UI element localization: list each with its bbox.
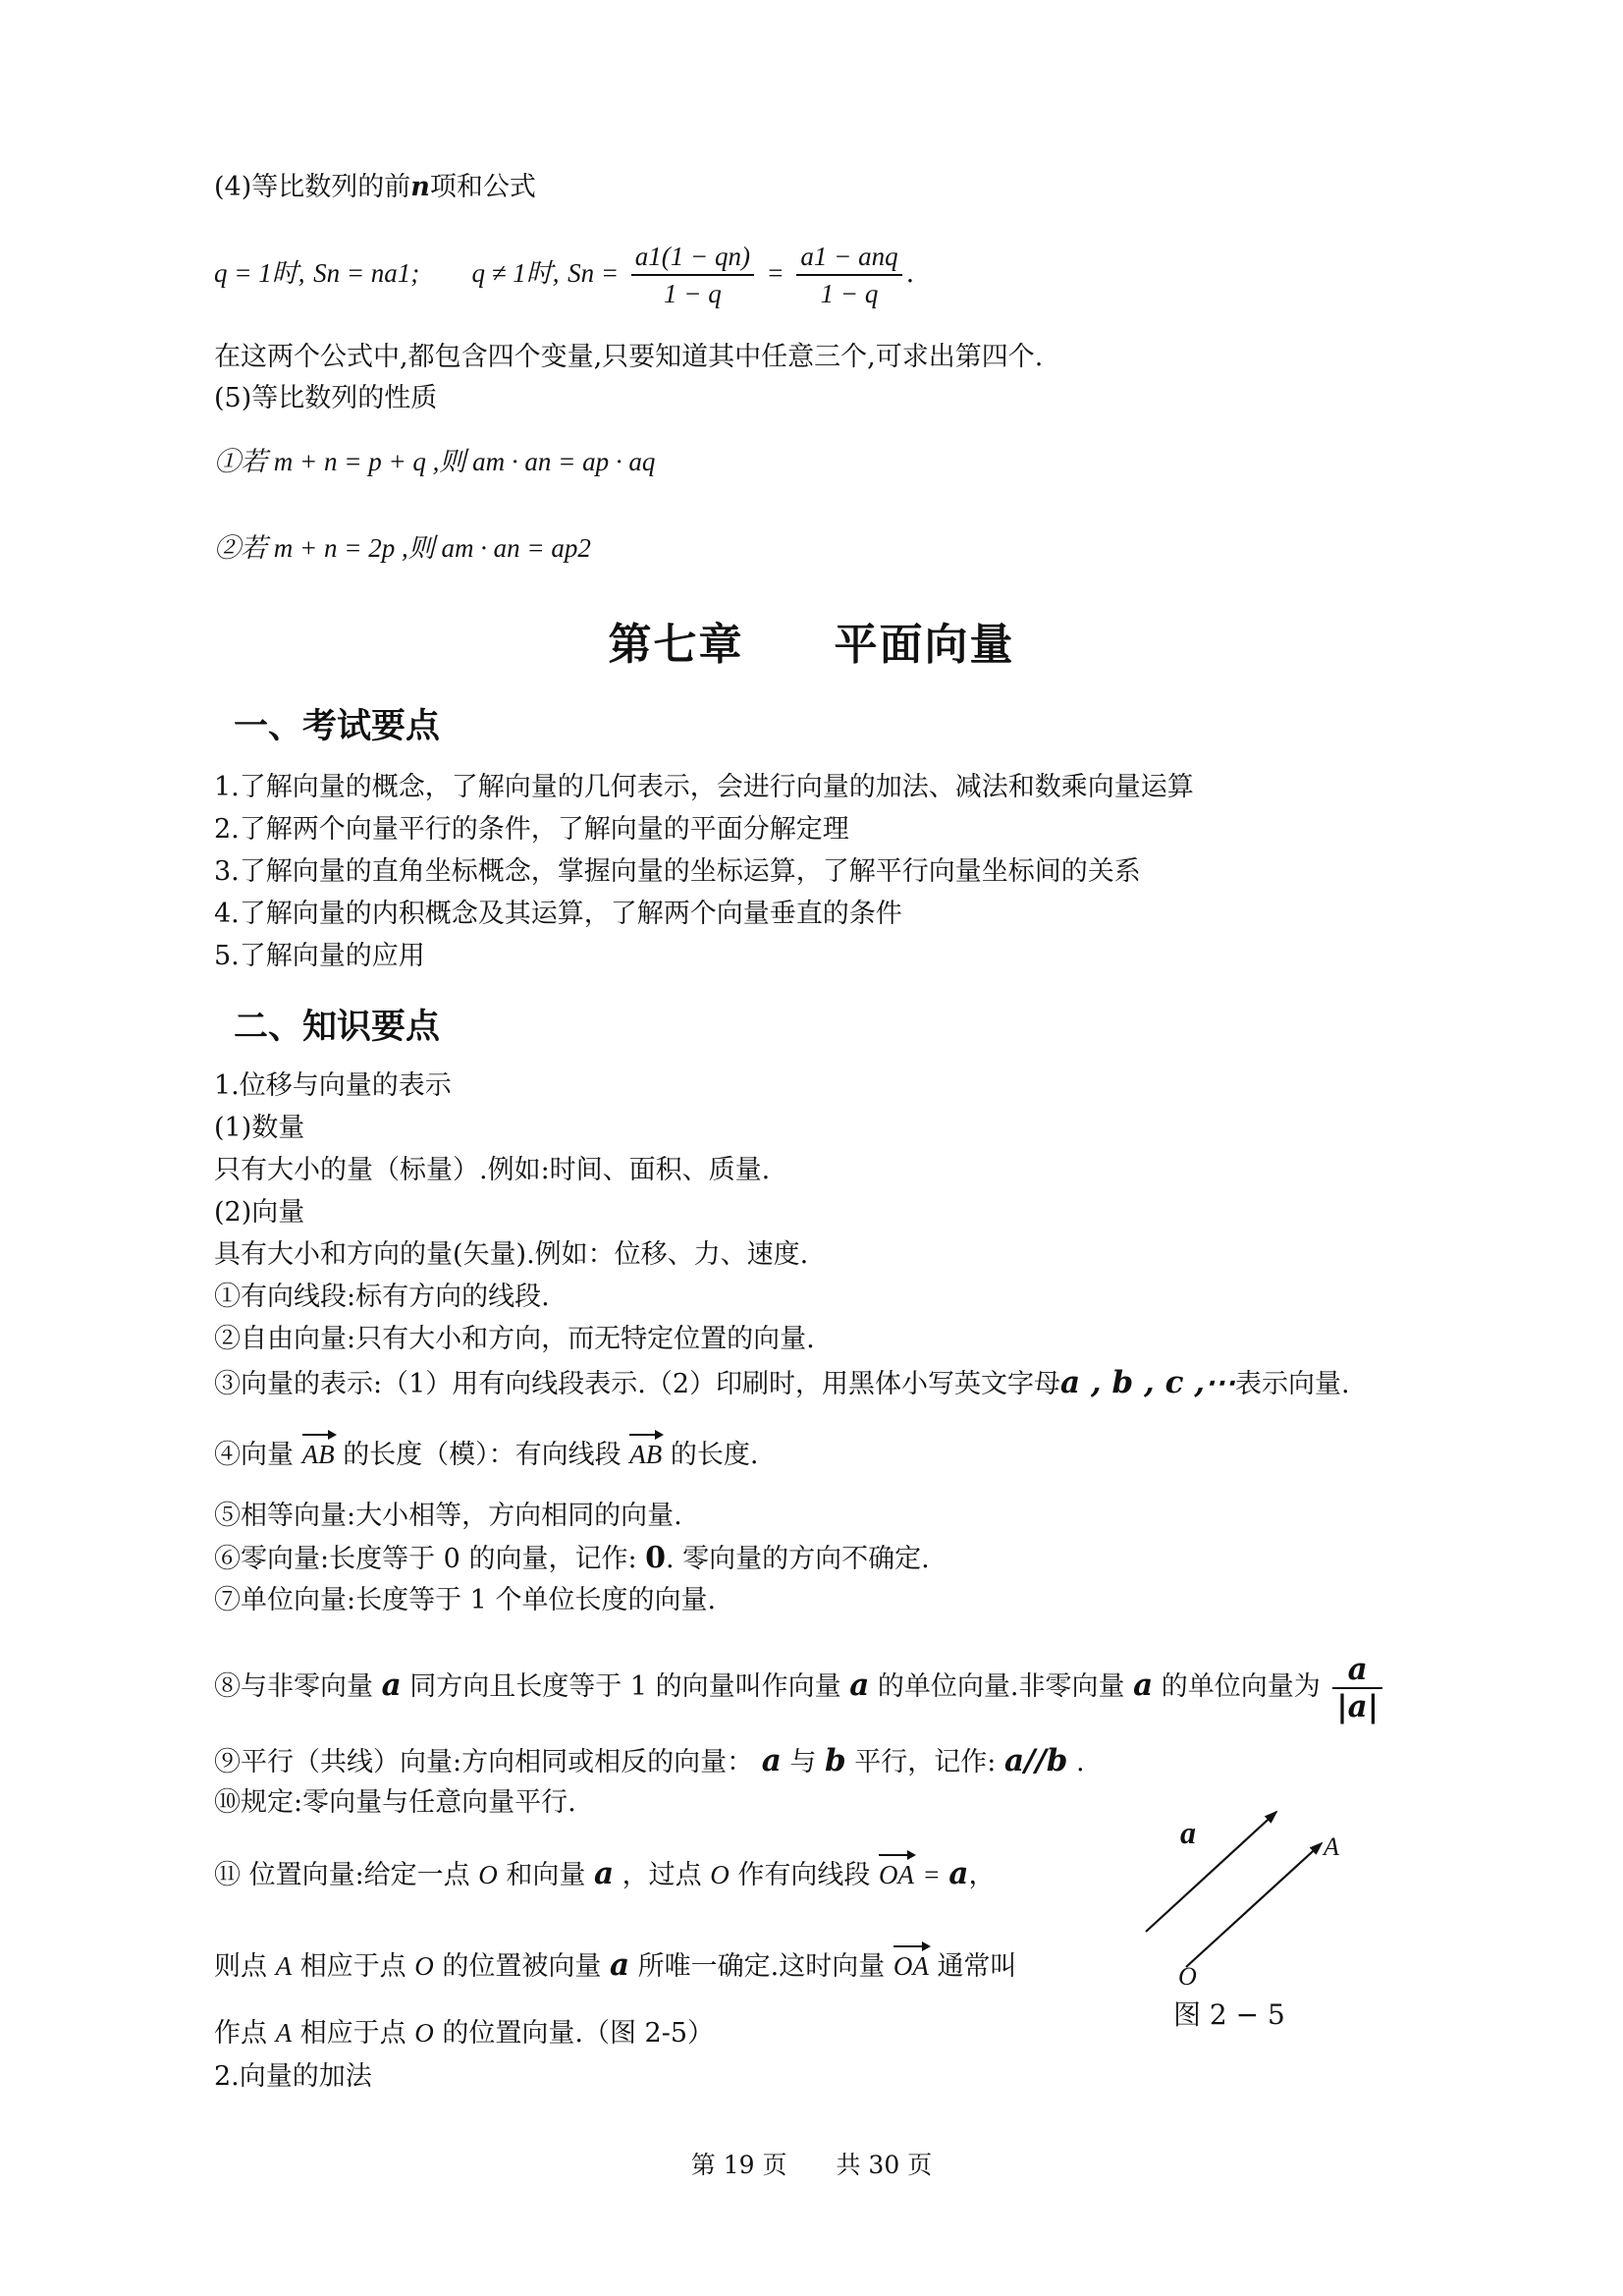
knowledge-heading: 二、知识要点 — [234, 1008, 441, 1047]
fraction-1 — [631, 239, 754, 311]
knowledge-line-11 — [214, 1541, 930, 1577]
knowledge-line-6: ①有向线段:标有方向的线段. — [214, 1282, 550, 1312]
case1-formula: Sn = na1; — [313, 258, 420, 288]
determined-text-4: 所唯一确定.这时向量 — [637, 1951, 886, 1982]
point-A-2: A — [275, 2018, 293, 2048]
vector-AB-2: AB — [629, 1437, 662, 1472]
fraction-2 — [796, 239, 901, 311]
parallel-text: ⑨平行（共线）向量:方向相同或相反的向量： — [214, 1747, 754, 1777]
sum-heading — [214, 170, 536, 205]
knowledge-line-19: 2.向量的加法 — [214, 2061, 372, 2092]
point-O: O — [478, 1860, 498, 1889]
figure-caption: 图 2 − 5 — [1173, 1998, 1285, 2031]
position-def-text-3: 的位置向量.（图 2-5） — [442, 2018, 715, 2049]
vector-a-position: a — [593, 1856, 615, 1891]
knowledge-line-14: ⑨平行（共线）向量:方向相同或相反的向量： a 与 b 平行，记作: a//b . — [214, 1743, 1085, 1778]
point-A: A — [275, 1951, 293, 1981]
sum-heading-tail: 项和公式 — [429, 172, 536, 202]
zero-vector-symbol: 0 — [645, 1541, 667, 1575]
determined-text-2: 相应于点 — [299, 1951, 406, 1982]
sum-formula-line: q = 1时, Sn = na1; q ≠ 1时, Sn = $\frac{a1(1 - qn)}{1 - q}$ = $\frac{\text{a1 − anq}}{1 - q}$ . — [214, 234, 914, 313]
unit-vector-text: ⑧与非零向量 — [214, 1671, 373, 1702]
case2-lhs: Sn = — [568, 258, 620, 288]
equals-sign: = — [922, 1860, 941, 1889]
fraction-2-denominator: 1 − q — [820, 278, 879, 308]
props-heading: (5)等比数列的性质 — [214, 383, 438, 413]
knowledge-line-17 — [214, 1947, 1016, 1985]
vector-a-3: a — [1133, 1667, 1154, 1703]
knowledge-line-7: ②自由向量:只有大小和方向，而无特定位置的向量. — [214, 1324, 815, 1354]
property-1: ①若 m + n = p + q ,则 am · an = ap · aq — [214, 447, 656, 476]
vector-OA: OA — [879, 1857, 914, 1892]
position-vector-text-3: ，过点 — [622, 1860, 702, 1890]
unit-vector-text-2: 同方向且长度等于 1 的向量叫作向量 — [409, 1671, 841, 1702]
fraction-1-denominator: 1 − q — [663, 278, 722, 308]
knowledge-line-9 — [214, 1437, 758, 1473]
vector-b-parallel: b — [824, 1743, 846, 1778]
exam-point-1: 1.了解向量的概念，了解向量的几何表示，会进行向量的加法、减法和数乘向量运算 — [214, 772, 1194, 802]
zero-vector-tail: . 零向量的方向不确定. — [666, 1544, 930, 1574]
exam-point-3: 3.了解向量的直角坐标概念，掌握向量的坐标运算，了解平行向量坐标间的关系 — [214, 856, 1141, 887]
determined-text-5: 通常叫 — [937, 1951, 1017, 1982]
position-def-text-2: 相应于点 — [299, 2018, 406, 2049]
unit-vector-fraction — [1332, 1652, 1382, 1724]
property-2: ②若 m + n = 2p ,则 am · an = ap2 — [214, 533, 591, 563]
vector-a-parallel: a — [761, 1743, 782, 1778]
exam-point-4: 4.了解向量的内积概念及其运算，了解两个向量垂直的条件 — [214, 899, 902, 929]
position-vector-text: ⑪ 位置向量:给定一点 — [214, 1860, 470, 1890]
position-vector-text-4: 作有向线段 — [737, 1860, 871, 1890]
knowledge-line-18 — [214, 2015, 714, 2051]
knowledge-line-15: ⑩规定:零向量与任意向量平行. — [214, 1787, 576, 1818]
figure-label-O: O — [1178, 1962, 1197, 1991]
exam-point-2: 2.了解两个向量平行的条件，了解向量的平面分解定理 — [214, 814, 849, 845]
determined-text: 则点 — [214, 1951, 267, 1982]
vector-a: a — [381, 1667, 402, 1703]
figure-label-A: A — [1324, 1832, 1339, 1861]
vector-a-determined: a — [609, 1947, 630, 1983]
point-O-3: O — [414, 1951, 434, 1981]
unit-vector-text-3: 的单位向量.非零向量 — [877, 1671, 1125, 1702]
unit-fraction-denominator: |a| — [1336, 1688, 1380, 1724]
knowledge-line-4: (2)向量 — [214, 1197, 305, 1228]
point-O-2: O — [710, 1860, 730, 1889]
vector-AB: AB — [302, 1437, 335, 1472]
knowledge-line-2: (1)数量 — [214, 1113, 305, 1143]
vector-a-2: a — [849, 1667, 870, 1703]
magnitude-text-2: 的长度（模）：有向线段 — [343, 1440, 622, 1470]
sum-heading-n: n — [410, 172, 430, 202]
chapter-title: 第七章 平面向量 — [608, 620, 1015, 670]
unit-fraction-numerator: a — [1332, 1652, 1382, 1689]
knowledge-line-1: 1.位移与向量的表示 — [214, 1070, 452, 1101]
fraction-2-numerator: a1 − anq — [796, 239, 901, 276]
knowledge-line-5: 具有大小和方向的量(矢量).例如：位移、力、速度. — [214, 1239, 809, 1270]
point-O-4: O — [414, 2018, 434, 2048]
exam-point-5: 5.了解向量的应用 — [214, 941, 425, 971]
unit-vector-text-4: 的单位向量为 — [1161, 1671, 1321, 1702]
page-footer: 第 19 页 共 30 页 — [690, 2151, 933, 2179]
position-vector-text-2: 和向量 — [506, 1860, 586, 1890]
exam-points-heading: 一、考试要点 — [234, 707, 441, 746]
case2-condition: q ≠ 1时, — [471, 258, 560, 288]
determined-text-3: 的位置被向量 — [442, 1951, 602, 1982]
knowledge-line-10: ⑤相等向量:大小相等，方向相同的向量. — [214, 1501, 682, 1531]
parallel-notation: 平行，记作: — [854, 1747, 997, 1777]
knowledge-line-3: 只有大小的量（标量）.例如:时间、面积、质量. — [214, 1155, 771, 1185]
notation-text: ③向量的表示:（1）用有向线段表示.（2）印刷时，用黑体小写英文字母 — [214, 1369, 1061, 1399]
free-vector-arrow — [1146, 1812, 1276, 1932]
parallel-symbol: a//b — [1003, 1743, 1068, 1778]
position-def-text: 作点 — [214, 2018, 267, 2049]
position-vector-arrow — [1186, 1843, 1322, 1967]
sum-note: 在这两个公式中,都包含四个变量,只要知道其中任意三个,可求出第四个. — [214, 342, 1044, 372]
bold-letters: a , b , c ,⋯ — [1060, 1365, 1236, 1400]
vector-a-equals: a — [948, 1856, 969, 1891]
knowledge-line-12: ⑦单位向量:长度等于 1 个单位长度的向量. — [214, 1585, 717, 1615]
fraction-1-numerator: a1(1 − qn) — [631, 239, 754, 276]
vector-OA-2: OA — [893, 1948, 929, 1984]
figure-label-a: a — [1180, 1815, 1196, 1850]
magnitude-text: ④向量 — [214, 1440, 294, 1470]
magnitude-text-3: 的长度. — [670, 1440, 759, 1470]
zero-vector-text: ⑥零向量:长度等于 0 的向量，记作: — [214, 1544, 637, 1574]
parallel-and: 与 — [789, 1747, 817, 1777]
sum-heading-text: (4)等比数列的前 — [214, 172, 411, 202]
knowledge-line-16: ⑪ 位置向量:给定一点 O 和向量 a ，过点 O 作有向线段 OA = a， — [214, 1856, 996, 1891]
knowledge-line-8 — [214, 1365, 1350, 1402]
knowledge-line-13 — [214, 1646, 1386, 1726]
case1-condition: q = 1时, — [214, 258, 305, 288]
notation-tail: 表示向量. — [1235, 1369, 1350, 1399]
